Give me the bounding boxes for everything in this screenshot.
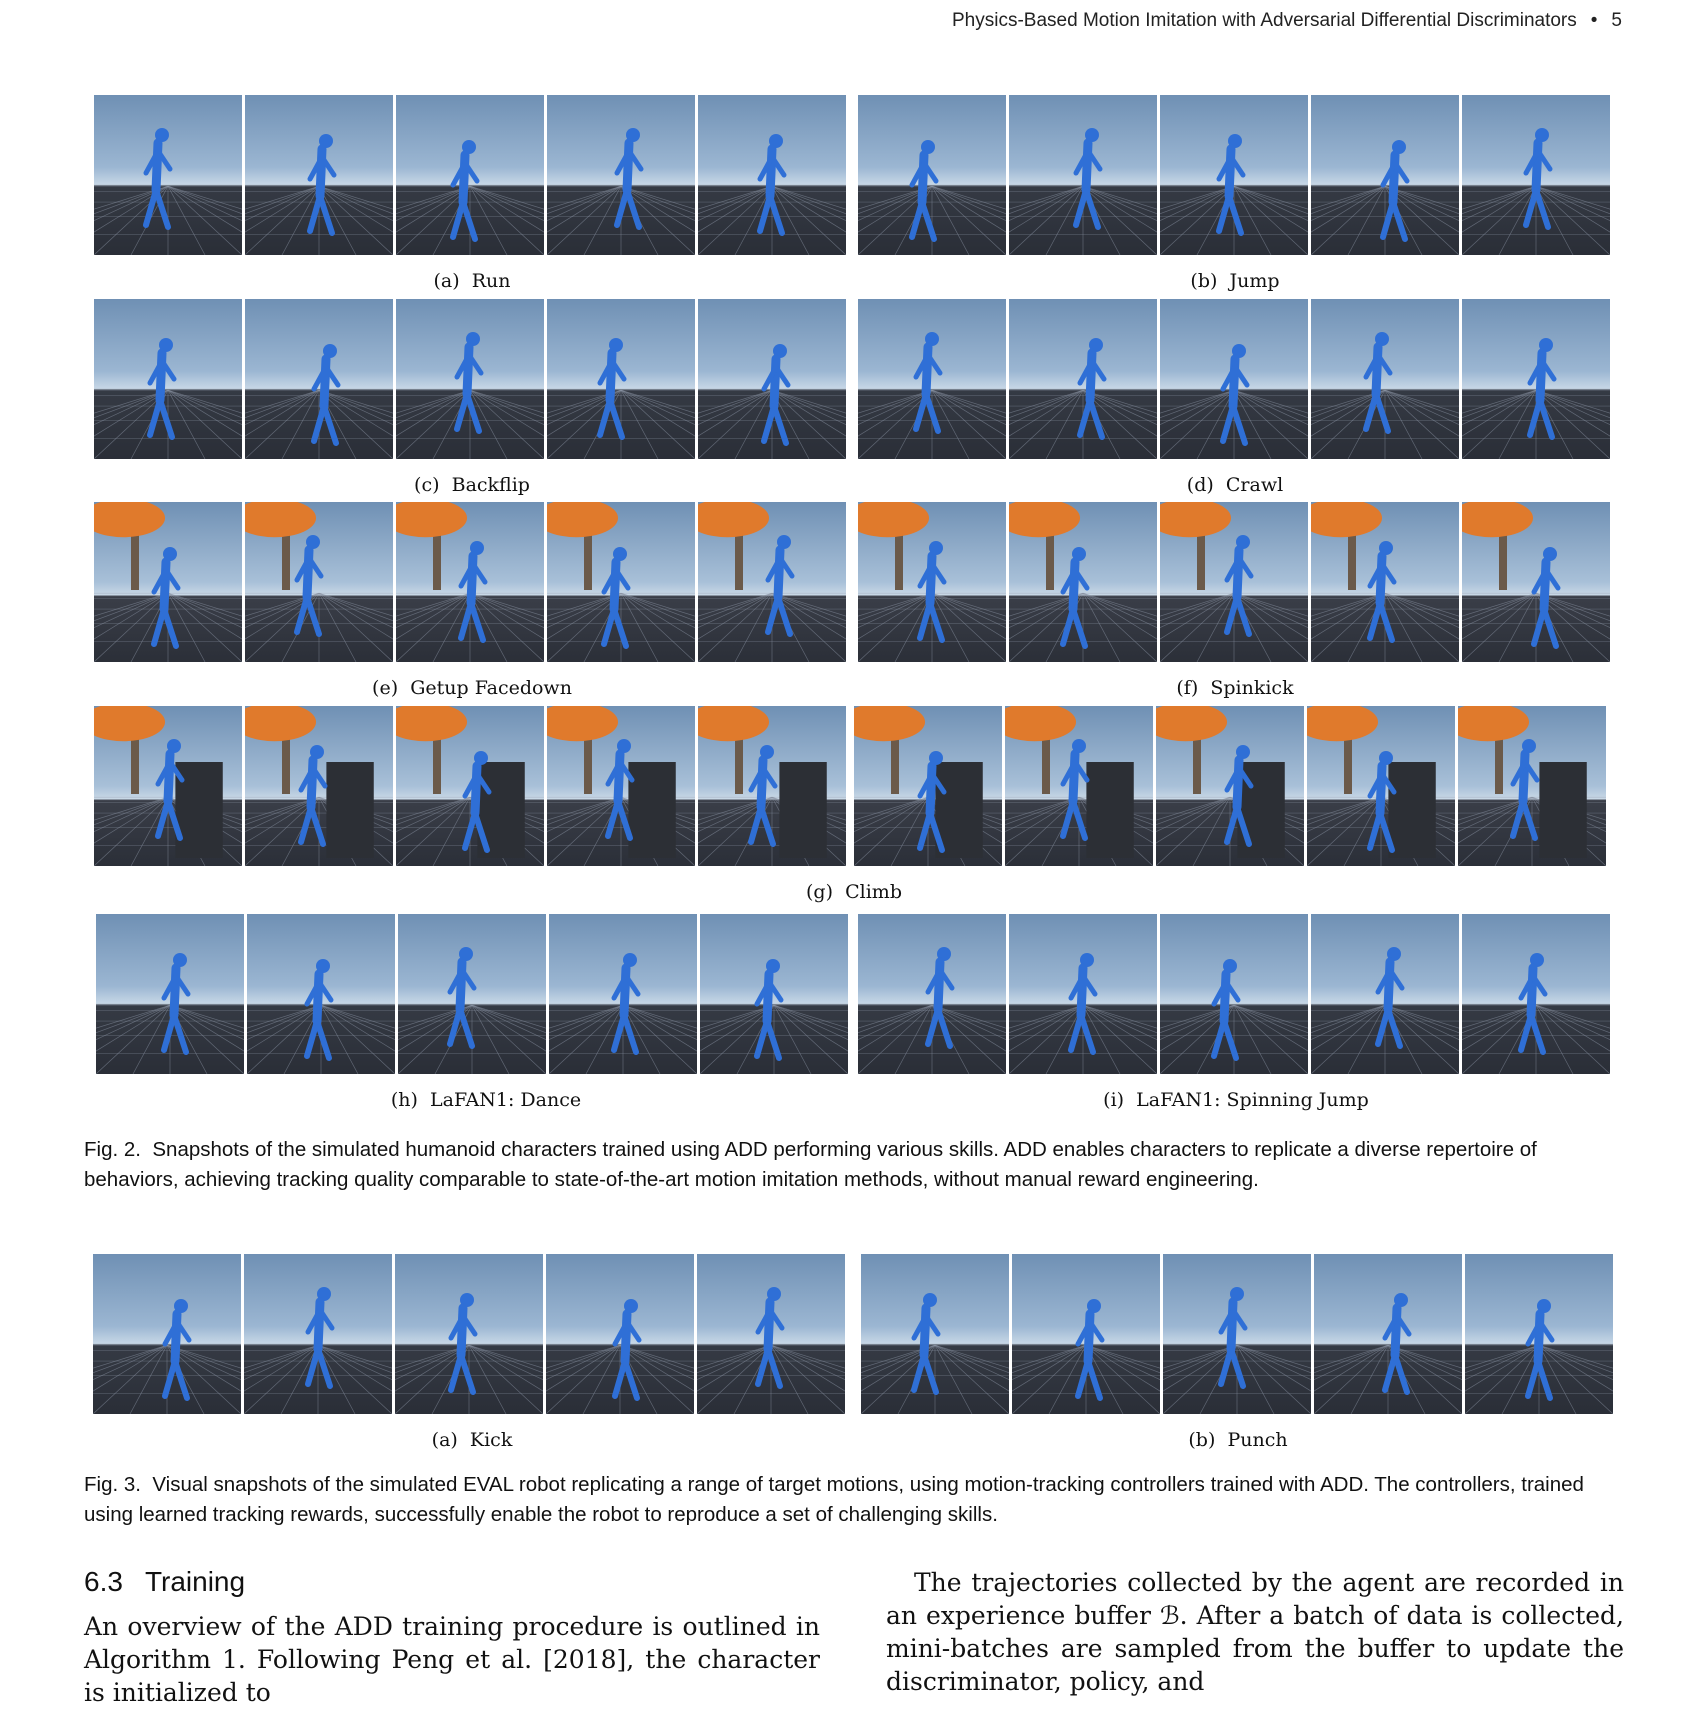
subcaption-run: (a) Run [433, 270, 511, 292]
header-separator: • [1590, 10, 1598, 31]
snapshot-frame [94, 706, 242, 866]
snapshot-frame [1012, 1254, 1160, 1414]
snapshot-illustration [547, 95, 695, 255]
figure-3-caption-label: Fig. 3. [84, 1473, 141, 1496]
snapshot-illustration [245, 95, 393, 255]
snapshot-frame [861, 1254, 1009, 1414]
snapshot-frame [1311, 299, 1459, 459]
snapshot-illustration [698, 299, 846, 459]
snapshot-frame [547, 502, 695, 662]
snapshot-frame [96, 914, 244, 1074]
snapshot-frame [547, 706, 695, 866]
snapshot-illustration [547, 502, 695, 662]
snapshot-illustration [858, 502, 1006, 662]
snapshot-illustration [698, 706, 846, 866]
snapshot-illustration [1462, 95, 1610, 255]
subcaption-spinkick: (f) Spinkick [1176, 677, 1294, 699]
snapshot-frame [93, 1254, 241, 1414]
snapshot-frame [245, 706, 393, 866]
snapshot-illustration [396, 299, 544, 459]
subcaption-climb: (g) Climb [806, 881, 902, 903]
snapshot-illustration [1005, 706, 1153, 866]
snapshot-frame [1311, 914, 1459, 1074]
snapshot-illustration [93, 1254, 241, 1414]
snapshot-frame [1462, 914, 1610, 1074]
subcaption-lafan1-spinning-jump: (i) LaFAN1: Spinning Jump [1103, 1089, 1369, 1111]
snapshot-frame [854, 706, 1002, 866]
snapshot-illustration [1009, 95, 1157, 255]
subcaption-crawl: (d) Crawl [1186, 474, 1284, 496]
snapshot-frame [698, 502, 846, 662]
figure-3-caption-text: Visual snapshots of the simulated EVAL robot replicating a range of target motions, using motion-tracking controllers trained with ADD. The controllers, trained using learned tracking rewards, successfully enable the robot to reproduce a set of challenging skills. [84, 1473, 1584, 1526]
snapshot-frame [245, 299, 393, 459]
snapshot-frame [1009, 914, 1157, 1074]
snapshot-frame [396, 299, 544, 459]
snapshot-illustration [546, 1254, 694, 1414]
figure-2-caption-text: Snapshots of the simulated humanoid characters trained using ADD performing various skills. ADD enables characters to replicate a diverse repertoire of behaviors, achieving tracking quality comparable to state-of-the-art motion imitation methods, without manual reward engineering. [84, 1138, 1537, 1191]
snapshot-frame [244, 1254, 392, 1414]
snapshot-illustration [697, 1254, 845, 1414]
snapshot-illustration [1311, 299, 1459, 459]
snapshot-frame [1462, 95, 1610, 255]
snapshot-frame [1160, 95, 1308, 255]
section-number: 6.3 [84, 1566, 123, 1597]
snapshot-frame [1314, 1254, 1462, 1414]
snapshot-illustration [1163, 1254, 1311, 1414]
snapshot-illustration [858, 95, 1006, 255]
snapshot-illustration [94, 706, 242, 866]
snapshot-illustration [1462, 299, 1610, 459]
snapshot-illustration [94, 95, 242, 255]
snapshot-illustration [1311, 95, 1459, 255]
snapshot-illustration [698, 95, 846, 255]
running-header [952, 10, 1622, 32]
snapshot-illustration [395, 1254, 543, 1414]
snapshot-illustration [547, 299, 695, 459]
page-number: 5 [1611, 10, 1622, 31]
snapshot-frame [1005, 706, 1153, 866]
snapshot-illustration [1160, 914, 1308, 1074]
snapshot-frame [858, 502, 1006, 662]
snapshot-frame [698, 706, 846, 866]
snapshot-frame [1160, 299, 1308, 459]
snapshot-illustration [396, 502, 544, 662]
snapshot-frame [1458, 706, 1606, 866]
subcaption-jump: (b) Jump [1190, 270, 1280, 292]
snapshot-frame [698, 95, 846, 255]
body-text-right-column: The trajectories collected by the agent are recorded in an experience buffer ℬ. After a batch of data is collected, mini-batches are sampled from the buffer to update the discriminator, policy, and [886, 1568, 1624, 1696]
snapshot-frame [1009, 502, 1157, 662]
snapshot-illustration [1009, 914, 1157, 1074]
snapshot-illustration [247, 914, 395, 1074]
snapshot-frame [697, 1254, 845, 1414]
snapshot-illustration [854, 706, 1002, 866]
snapshot-illustration [1314, 1254, 1462, 1414]
snapshot-frame [858, 95, 1006, 255]
snapshot-illustration [94, 299, 242, 459]
snapshot-frame [1163, 1254, 1311, 1414]
body-text-left-column: An overview of the ADD training procedure is outlined in Algorithm 1. Following Peng et al. [2018], the character is initialized to [84, 1612, 820, 1707]
snapshot-frame [1160, 502, 1308, 662]
snapshot-illustration [1160, 95, 1308, 255]
snapshot-illustration [245, 299, 393, 459]
snapshot-frame [395, 1254, 543, 1414]
snapshot-frame [396, 706, 544, 866]
snapshot-illustration [398, 914, 546, 1074]
snapshot-frame [245, 502, 393, 662]
snapshot-frame [700, 914, 848, 1074]
section-title: Training [144, 1566, 246, 1597]
snapshot-illustration [1462, 502, 1610, 662]
snapshot-frame [1462, 299, 1610, 459]
snapshot-illustration [549, 914, 697, 1074]
snapshot-frame [1160, 914, 1308, 1074]
subcaption-lafan1-dance: (h) LaFAN1: Dance [390, 1089, 582, 1111]
snapshot-frame [858, 914, 1006, 1074]
snapshot-illustration [396, 706, 544, 866]
snapshot-illustration [1458, 706, 1606, 866]
snapshot-frame [94, 502, 242, 662]
snapshot-frame [1465, 1254, 1613, 1414]
snapshot-frame [858, 299, 1006, 459]
snapshot-illustration [245, 706, 393, 866]
snapshot-illustration [1009, 299, 1157, 459]
snapshot-illustration [1307, 706, 1455, 866]
snapshot-frame [396, 502, 544, 662]
snapshot-illustration [1160, 299, 1308, 459]
snapshot-frame [396, 95, 544, 255]
figure-3-caption [84, 1470, 1624, 1530]
snapshot-frame [547, 95, 695, 255]
snapshot-illustration [700, 914, 848, 1074]
snapshot-frame [698, 299, 846, 459]
snapshot-illustration [245, 502, 393, 662]
snapshot-illustration [96, 914, 244, 1074]
snapshot-illustration [861, 1254, 1009, 1414]
subcaption-getup-facedown: (e) Getup Facedown [372, 677, 572, 699]
snapshot-illustration [244, 1254, 392, 1414]
snapshot-frame [1311, 502, 1459, 662]
subcaption-punch: (b) Punch [1188, 1429, 1288, 1451]
snapshot-illustration [1462, 914, 1610, 1074]
snapshot-frame [94, 95, 242, 255]
snapshot-frame [549, 914, 697, 1074]
snapshot-frame [1307, 706, 1455, 866]
snapshot-illustration [94, 502, 242, 662]
snapshot-frame [398, 914, 546, 1074]
snapshot-illustration [698, 502, 846, 662]
snapshot-illustration [1012, 1254, 1160, 1414]
snapshot-illustration [858, 914, 1006, 1074]
snapshot-frame [1462, 502, 1610, 662]
snapshot-frame [94, 299, 242, 459]
snapshot-frame [547, 299, 695, 459]
snapshot-illustration [1160, 502, 1308, 662]
snapshot-frame [247, 914, 395, 1074]
snapshot-illustration [1311, 914, 1459, 1074]
snapshot-frame [1009, 95, 1157, 255]
figure-2-caption-label: Fig. 2. [84, 1138, 141, 1161]
snapshot-illustration [1156, 706, 1304, 866]
snapshot-illustration [547, 706, 695, 866]
snapshot-illustration [1465, 1254, 1613, 1414]
snapshot-illustration [396, 95, 544, 255]
snapshot-frame [1311, 95, 1459, 255]
snapshot-frame [546, 1254, 694, 1414]
snapshot-illustration [1311, 502, 1459, 662]
running-title: Physics-Based Motion Imitation with Adversarial Differential Discriminators [952, 10, 1577, 31]
figure-2-caption [84, 1135, 1624, 1195]
subcaption-backflip: (c) Backflip [414, 474, 530, 496]
snapshot-frame [245, 95, 393, 255]
snapshot-illustration [1009, 502, 1157, 662]
section-heading [84, 1566, 245, 1598]
snapshot-illustration [858, 299, 1006, 459]
snapshot-frame [1009, 299, 1157, 459]
snapshot-frame [1156, 706, 1304, 866]
subcaption-kick: (a) Kick [431, 1429, 513, 1451]
